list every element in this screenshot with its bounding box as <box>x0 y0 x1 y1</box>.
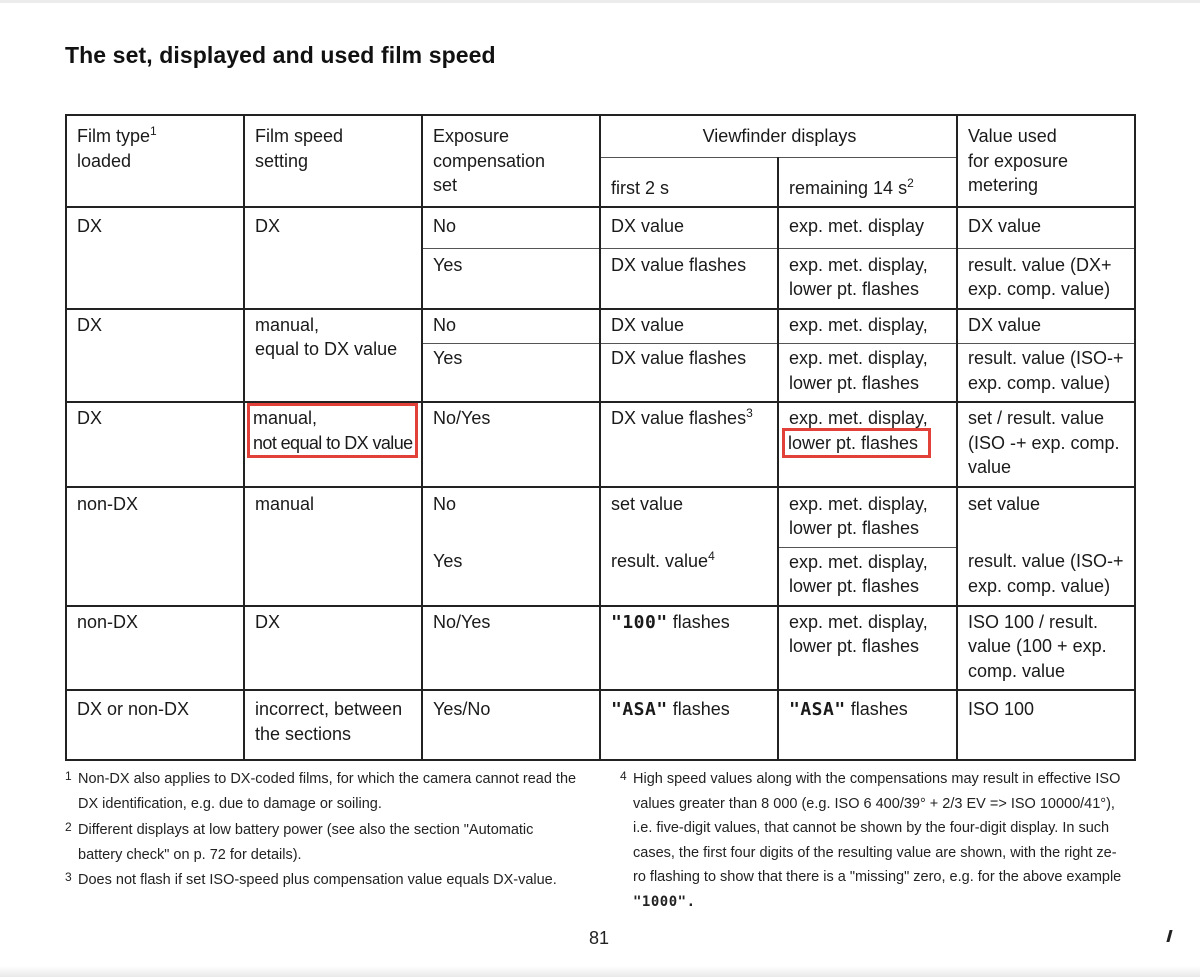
cell-speed-setting: DX <box>244 207 422 309</box>
footnote-3: 3 Does not flash if set ISO-speed plus compensation value equals DX-value. <box>65 870 557 888</box>
cell-remaining-display: "ASA" flashes <box>778 690 957 760</box>
page-bottom-shadow <box>0 966 1200 977</box>
cell-value-used: result. value (ISO-+ exp. comp. value) <box>957 344 1135 403</box>
cell-first-display: "100" flashes <box>600 606 778 691</box>
cell-speed-setting: DX <box>244 606 422 691</box>
table-row <box>66 309 1135 344</box>
cell-film-type: non-DX <box>66 606 244 691</box>
cell-remaining-display: exp. met. display <box>778 207 957 248</box>
cell-first-display: result. value$^4$ <box>600 547 778 606</box>
cell-value-used: DX value <box>957 309 1135 344</box>
cell-exposure-comp: Yes/No <box>422 690 600 760</box>
cell-speed-setting: manual, equal to DX value <box>244 309 422 403</box>
header-remaining-14s: remaining 14 $s^2$ <box>778 157 957 207</box>
page-number: 81 <box>589 928 610 948</box>
cell-exposure-comp: No/Yes <box>422 402 600 487</box>
cell-exposure-comp: No <box>422 309 600 344</box>
cell-remaining-display: exp. met. display, lower pt. flashes <box>778 487 957 548</box>
cell-value-used: result. value (DX+ exp. comp. value) <box>957 248 1135 309</box>
cell-first-display: DX value <box>600 207 778 248</box>
cell-value-used: result. value (ISO-+ exp. comp. value) <box>957 547 1135 606</box>
table-row <box>66 207 1135 248</box>
cell-first-display: set value <box>600 487 778 548</box>
header-viewfinder: Viewfinder displays <box>600 115 957 157</box>
top-edge <box>0 0 1200 3</box>
footnote-4: 4 High speed values along with the compensations may result in effective ISO values greater than 8 000 (e.g. ISO 6 400/39° + 2/3 EV => ISO 10000/41°), i.e. five-digit values, that cannot be shown by the four-digit display. In such cases, the first four digits of the resulting value are shown, with the right ze- ro flashing to show that there is a "missing" zero, e.g. for the above example "1000". <box>620 769 1122 910</box>
cell-film-type: non-DX <box>66 487 244 606</box>
cell-speed-setting: incorrect, between the sections <box>244 690 422 760</box>
cell-first-display: DX value flashes$^3$ <box>600 402 778 487</box>
cell-speed-setting: manual <box>244 487 422 606</box>
cell-film-type: DX or non-DX <box>66 690 244 760</box>
cell-film-type: DX <box>66 207 244 309</box>
cell-first-display: DX value <box>600 309 778 344</box>
table-row <box>66 402 1135 487</box>
cell-remaining-display: exp. met. display, lower pt. flashes <box>778 402 957 487</box>
footnote-1: 1 Non-DX also applies to DX-coded films, for which the camera cannot read the DX identification, e.g. due to damage or soiling. <box>65 769 577 812</box>
cell-exposure-comp: Yes <box>422 344 600 403</box>
cell-exposure-comp: No/Yes <box>422 606 600 691</box>
header-speed-setting: Film speed setting <box>244 115 422 207</box>
table-row <box>66 690 1135 760</box>
header-first-2s: first 2 s <box>600 157 778 207</box>
cell-first-display: DX value flashes <box>600 344 778 403</box>
cell-remaining-display: exp. met. display, lower pt. flashes <box>778 606 957 691</box>
highlight-box: lower pt. flashes <box>785 431 928 456</box>
edge-mark <box>1166 930 1172 942</box>
cell-film-type: DX <box>66 309 244 403</box>
table-row <box>66 606 1135 691</box>
cell-exposure-comp: No <box>422 207 600 248</box>
cell-first-display: "ASA" flashes <box>600 690 778 760</box>
cell-remaining-display: exp. met. display, <box>778 309 957 344</box>
cell-value-used: set value <box>957 487 1135 548</box>
cell-exposure-comp: Yes <box>422 248 600 309</box>
cell-first-display: DX value flashes <box>600 248 778 309</box>
cell-value-used: ISO 100 / result. value (100 + exp. comp. value <box>957 606 1135 691</box>
cell-remaining-display: exp. met. display, lower pt. flashes <box>778 547 957 606</box>
cell-value-used: ISO 100 <box>957 690 1135 760</box>
cell-value-used: DX value <box>957 207 1135 248</box>
film-speed-table <box>65 114 1136 761</box>
cell-remaining-display: exp. met. display, lower pt. flashes <box>778 248 957 309</box>
highlight-box: manual, not equal to DX value <box>250 406 415 455</box>
cell-film-type: DX <box>66 402 244 487</box>
cell-value-used: set / result. value (ISO -+ exp. comp. value <box>957 402 1135 487</box>
header-exposure-comp: Exposure compensation set <box>422 115 600 207</box>
cell-exposure-comp: Yes <box>422 547 600 606</box>
header-film-type: Film type$^1$ loaded <box>66 115 244 207</box>
header-value-used: Value used for exposure metering <box>957 115 1135 207</box>
page-title: The set, displayed and used film speed <box>65 42 496 68</box>
cell-speed-setting <box>244 402 422 487</box>
cell-exposure-comp: No <box>422 487 600 548</box>
cell-remaining-display: exp. met. display, lower pt. flashes <box>778 344 957 403</box>
footnote-2: 2 Different displays at low battery power (see also the section "Automatic battery check" on p. 72 for details). <box>65 820 534 863</box>
table-row <box>66 487 1135 548</box>
